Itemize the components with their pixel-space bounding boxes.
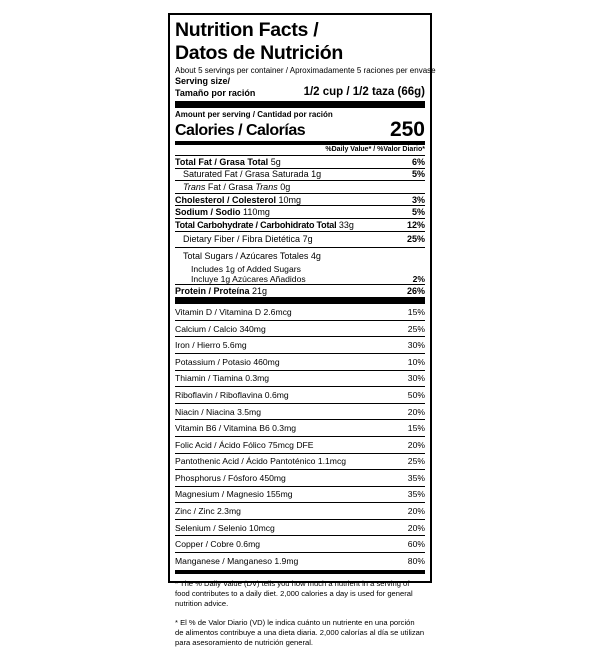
amount-per-serving: Amount per serving / Cantidad por ración — [175, 110, 333, 119]
vitamin-dv: 60% — [407, 539, 425, 550]
vitamin-row — [175, 536, 425, 553]
nutrient-dv: 26% — [406, 285, 425, 296]
title-english: Nutrition Facts / — [175, 19, 319, 41]
nutrient-row-total-sugars — [175, 248, 425, 264]
vitamin-row — [175, 404, 425, 421]
vitamin-dv: 50% — [407, 389, 425, 400]
servings-per-container: About 5 servings per container / Aproximadamente 5 raciones per envase — [175, 66, 436, 75]
nutrient-row-protein — [175, 285, 425, 298]
nutrient-row-dietary-fiber — [175, 232, 425, 248]
daily-value-header: %Daily Value* / %Valor Diario* — [175, 145, 425, 156]
vitamin-row — [175, 354, 425, 371]
vitamin-row — [175, 454, 425, 471]
calories-row — [175, 120, 425, 140]
vitamin-dv: 20% — [407, 439, 425, 450]
nutrient-label: Total Fat / Grasa Total — [175, 156, 269, 167]
added-sugars-english: Includes 1g of Added Sugars — [191, 263, 301, 274]
vitamin-list — [175, 304, 425, 570]
vitamin-dv: 20% — [407, 506, 425, 517]
vitamin-dv: 30% — [407, 373, 425, 384]
nutrient-dv: 2% — [412, 273, 425, 284]
nutrient-dv: 5% — [411, 169, 425, 180]
vitamin-row — [175, 371, 425, 388]
serving-label-english: Serving size/ — [175, 76, 231, 86]
vitamin-dv: 35% — [407, 472, 425, 483]
vitamin-dv: 15% — [407, 423, 425, 434]
vitamin-dv: 25% — [407, 323, 425, 334]
vitamin-label: Iron / Hierro 5.6mg — [175, 340, 247, 351]
serving-label-spanish: Tamaño por ración — [175, 88, 256, 98]
vitamin-row — [175, 304, 425, 321]
nutrient-amount: 21g — [252, 285, 268, 296]
nutrient-row-saturated-fat — [175, 169, 425, 182]
vitamin-label: Calcium / Calcio 340mg — [175, 323, 266, 334]
vitamin-row — [175, 420, 425, 437]
vitamin-label: Manganese / Manganeso 1.9mg — [175, 556, 299, 567]
vitamin-label: Vitamin D / Vitamina D 2.6mcg — [175, 306, 292, 317]
vitamin-row — [175, 503, 425, 520]
nutrient-amount: 33g — [338, 219, 354, 230]
vitamin-label: Selenium / Selenio 10mcg — [175, 522, 275, 533]
vitamin-row — [175, 437, 425, 454]
added-sugars-spanish: Incluye 1g Azúcares Añadidos — [191, 273, 306, 284]
added-sugars-spanish-row — [175, 274, 425, 284]
vitamin-dv: 20% — [407, 406, 425, 417]
nutrient-dv: 3% — [411, 194, 425, 205]
calories-value: 250 — [389, 118, 425, 141]
title-spanish: Datos de Nutrición — [175, 42, 343, 64]
nutrient-dv: 6% — [411, 156, 425, 167]
nutrient-amount: 4g — [310, 250, 321, 261]
vitamin-label: Folic Acid / Ácido Fólico 75mcg DFE — [175, 439, 314, 450]
nutrient-row-added-sugars — [175, 264, 425, 285]
nutrient-row-total-carbohydrate — [175, 219, 425, 232]
vitamin-row — [175, 487, 425, 504]
vitamin-row — [175, 553, 425, 570]
vitamin-row — [175, 470, 425, 487]
thick-divider — [175, 101, 425, 108]
nutrient-label: Total Carbohydrate / Carbohidrato Total — [175, 219, 337, 230]
nutrient-row-total-fat — [175, 156, 425, 169]
vitamin-row — [175, 321, 425, 338]
nutrient-row-sodium — [175, 206, 425, 219]
vitamin-label: Pantothenic Acid / Ácido Pantoténico 1.1mcg — [175, 456, 347, 467]
vitamin-label: Potassium / Potasio 460mg — [175, 356, 280, 367]
medium-divider — [175, 570, 425, 574]
nutrient-label: Saturated Fat / Grasa Saturada — [183, 169, 309, 180]
vitamin-dv: 15% — [407, 306, 425, 317]
nutrition-facts-panel — [168, 13, 436, 648]
thick-divider — [175, 297, 425, 304]
vitamin-label: Phosphorus / Fósforo 450mg — [175, 472, 286, 483]
serving-size-value: 1/2 cup / 1/2 taza (66g) — [303, 86, 425, 98]
nutrient-amount: 110mg — [243, 207, 270, 218]
vitamin-dv: 80% — [407, 556, 425, 567]
vitamin-dv: 20% — [407, 522, 425, 533]
vitamin-label: Copper / Cobre 0.6mg — [175, 539, 261, 550]
vitamin-row — [175, 387, 425, 404]
calories-label: Calories / Calorías — [175, 122, 306, 139]
vitamin-label: Thiamin / Tiamina 0.3mg — [175, 373, 270, 384]
nutrient-dv: 5% — [411, 207, 425, 218]
footnote-spanish: * El % de Valor Diario (VD) le indica cuánto un nutriente en una porción de alimentos contribuye a una dieta diaria. 2,000 calorías al día se utilizan para asesoramiento de nutrición general. — [175, 617, 425, 648]
nutrient-dv: 25% — [406, 234, 425, 245]
panel-title — [175, 19, 425, 65]
nutrient-row-trans-fat — [175, 181, 425, 194]
nutrient-label: Protein / Proteína — [175, 285, 250, 296]
footnote-english: * The % Daily Value (DV) tells you how much a nutrient in a serving of food contributes to a daily diet. 2,000 calories a day is used for general nutrition advice. — [175, 578, 413, 609]
vitamin-dv: 35% — [407, 489, 425, 500]
nutrient-amount: 0g — [280, 181, 291, 192]
nutrient-label: Total Sugars / Azúcares Totales — [183, 250, 309, 261]
vitamin-dv: 30% — [407, 340, 425, 351]
nutrient-label: Dietary Fiber / Fibra Dietética — [183, 234, 301, 245]
nutrient-amount: 10mg — [278, 194, 302, 205]
nutrient-dv: 12% — [406, 219, 425, 230]
vitamin-dv: 25% — [407, 456, 425, 467]
vitamin-label: Riboflavin / Riboflavina 0.6mg — [175, 389, 289, 400]
serving-size-row — [175, 86, 425, 98]
vitamin-label: Vitamin B6 / Vitamina B6 0.3mg — [175, 423, 297, 434]
vitamin-label: Niacin / Niacina 3.5mg — [175, 406, 261, 417]
trans-italic-es: Trans — [255, 181, 278, 192]
nutrient-amount: 1g — [311, 169, 322, 180]
nutrient-label: Cholesterol / Colesterol — [175, 194, 277, 205]
vitamin-dv: 10% — [407, 356, 425, 367]
vitamin-label: Magnesium / Magnesio 155mg — [175, 489, 293, 500]
trans-italic-en: Trans — [183, 181, 206, 192]
vitamin-row — [175, 337, 425, 354]
trans-label-mid: Fat / Grasa — [205, 181, 256, 192]
nutrient-label: Sodium / Sodio — [175, 207, 241, 218]
nutrient-amount: 5g — [270, 156, 281, 167]
nutrient-row-cholesterol — [175, 194, 425, 207]
nutrient-amount: 7g — [302, 234, 313, 245]
vitamin-row — [175, 520, 425, 537]
vitamin-label: Zinc / Zinc 2.3mg — [175, 506, 241, 517]
